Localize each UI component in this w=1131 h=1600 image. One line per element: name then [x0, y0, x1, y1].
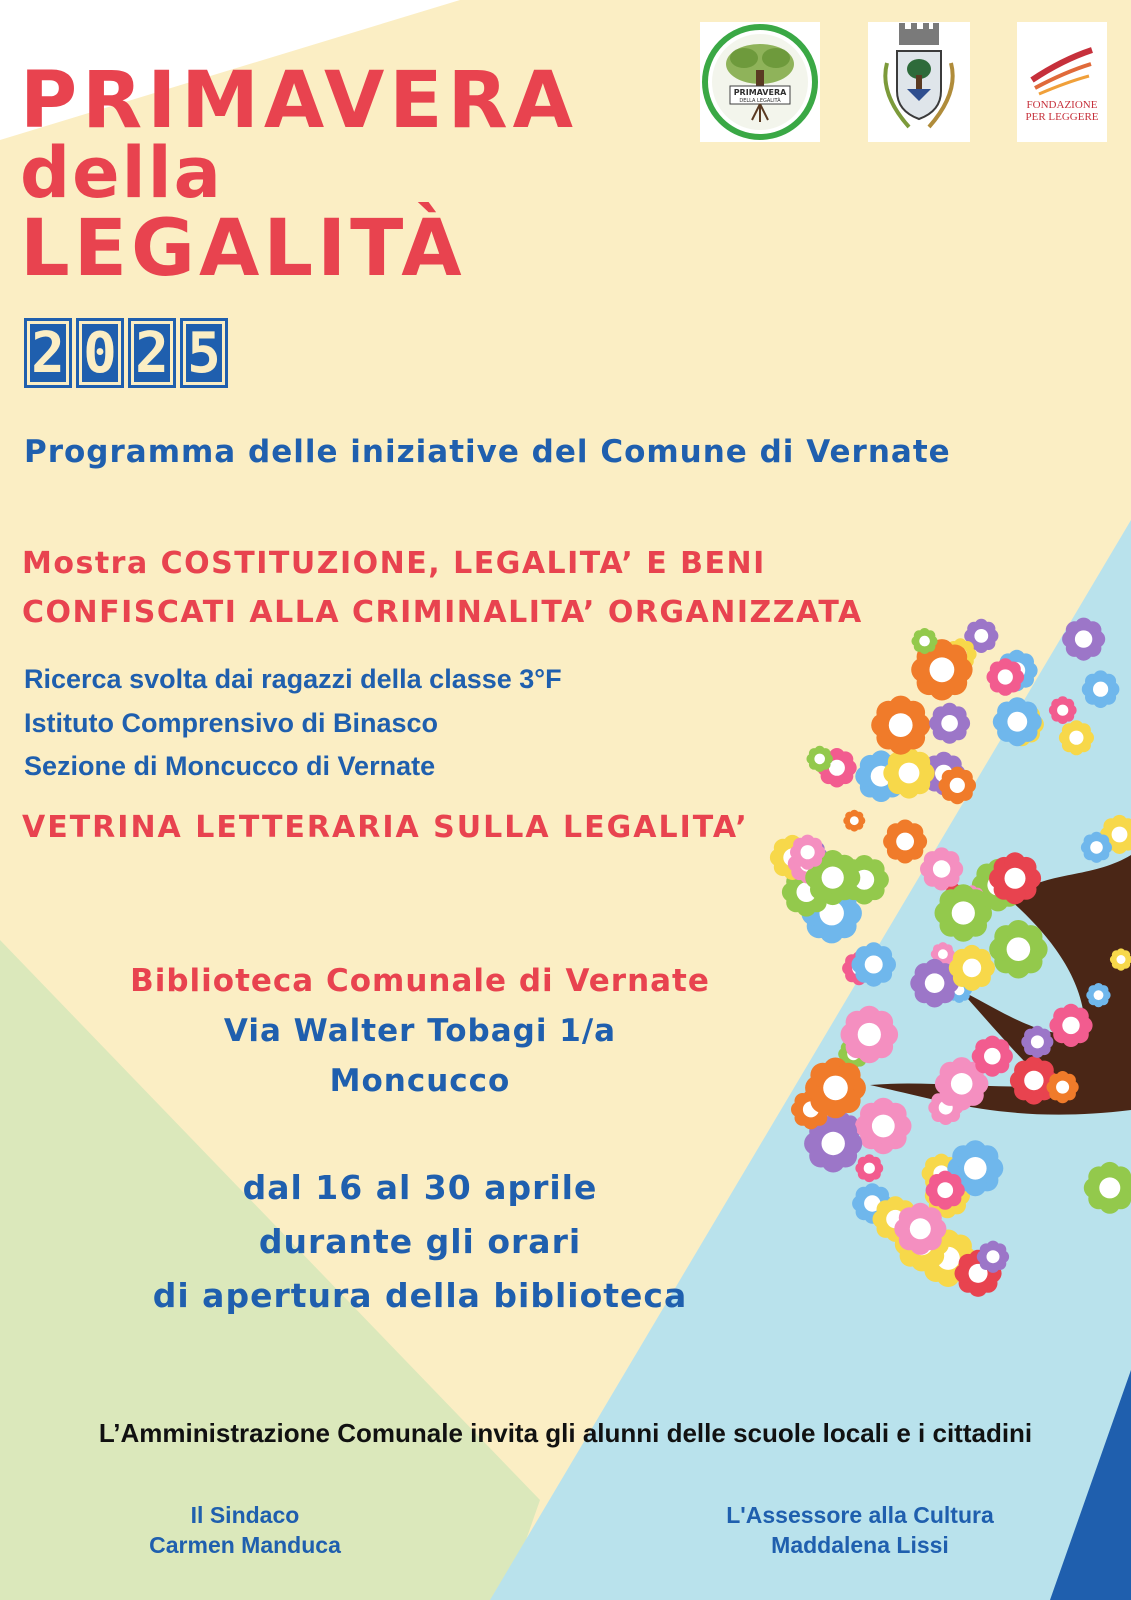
flower-decoration [1059, 720, 1094, 755]
councillor-name: Maddalena Lissi [771, 1532, 949, 1558]
flower-decoration [883, 747, 934, 798]
svg-text:PRIMAVERA: PRIMAVERA [733, 88, 787, 97]
literary-showcase-title: VETRINA LETTERARIA SULLA LEGALITA’ [22, 810, 749, 845]
exhibition-title-line1: Mostra COSTITUZIONE, LEGALITA’ E BENI [22, 546, 766, 581]
tree-logo-icon [702, 24, 818, 140]
venue-address: Via Walter Tobagi 1/a [223, 1013, 617, 1049]
flower-decoration [807, 746, 833, 772]
mayor-role: Il Sindaco [190, 1502, 300, 1528]
research-line1: Ricerca svolta dai ragazzi della classe 3°F [24, 664, 562, 694]
coat-of-arms-icon [869, 23, 969, 141]
program-heading: Programma delle iniziative del Comune di Vernate [24, 434, 951, 470]
flower-decoration [855, 1154, 883, 1182]
flower-decoration [935, 884, 993, 942]
flower-decoration [926, 1171, 965, 1210]
flower-decoration [805, 1058, 866, 1119]
flower-decoration [1049, 696, 1077, 724]
flower-decoration [912, 628, 938, 654]
flower-decoration [1081, 832, 1112, 863]
flower-decoration [790, 835, 825, 870]
title-primavera: PRIMAVERA [20, 56, 579, 146]
fondazione-line2: PER LEGGERE [1025, 110, 1099, 123]
year-digit: 2 [128, 318, 176, 388]
flower-decoration [1047, 1071, 1079, 1103]
research-line3: Sezione di Moncucco di Vernate [24, 751, 436, 781]
research-line2: Istituto Comprensivo di Binasco [24, 708, 439, 738]
flower-decoration [989, 852, 1041, 904]
flower-decoration [977, 1241, 1009, 1273]
vernate-coat-of-arms [868, 22, 970, 142]
title-della: della [20, 132, 223, 214]
title-legalita: LEGALITÀ [20, 204, 466, 294]
dates-line2: durante gli orari [258, 1222, 582, 1261]
exhibition-title-line2: CONFISCATI ALLA CRIMINALITA’ ORGANIZZATA [22, 595, 863, 630]
flower-decoration [929, 703, 970, 744]
flower-decoration [939, 767, 977, 805]
venue-locality: Moncucco [329, 1063, 511, 1099]
year-digit: 2 [24, 318, 72, 388]
councillor-role: L'Assessore alla Cultura [726, 1502, 994, 1528]
flower-decoration [987, 658, 1025, 696]
flower-decoration [993, 697, 1042, 746]
venue-name: Biblioteca Comunale di Vernate [130, 963, 710, 999]
flower-decoration [920, 847, 963, 890]
flower-decoration [883, 820, 927, 864]
flower-decoration [972, 1036, 1013, 1077]
flower-decoration [1021, 1026, 1053, 1058]
mayor-name: Carmen Manduca [149, 1532, 341, 1558]
flower-decoration [871, 696, 930, 755]
mayor-signature [95, 1500, 395, 1560]
primavera-legalita-logo [700, 22, 820, 142]
dates-line1: dal 16 al 30 aprile [242, 1168, 598, 1207]
flower-decoration [1062, 618, 1105, 661]
year-digit: 5 [180, 318, 228, 388]
flower-decoration [852, 942, 897, 987]
invitation-text: L’Amministrazione Comunale invita gli alunni delle scuole locali e i cittadini [98, 1418, 1033, 1448]
dates-line3: di apertura della biblioteca [152, 1276, 688, 1315]
flower-decoration [1049, 1004, 1092, 1047]
year-digit: 0 [76, 318, 124, 388]
flower-decoration [1082, 670, 1120, 708]
flower-decoration [855, 1098, 911, 1155]
flower-decoration [843, 810, 865, 832]
fondazione-line1: FONDAZIONE [1026, 99, 1098, 111]
flower-decoration [989, 920, 1047, 979]
fondazione-swoosh-icon [1027, 40, 1097, 100]
flower-decoration [894, 1203, 946, 1255]
flower-decoration [949, 945, 995, 991]
fondazione-wordmark [1017, 100, 1107, 123]
svg-text:DELLA LEGALITÀ: DELLA LEGALITÀ [739, 98, 781, 104]
flower-decoration [841, 1006, 899, 1064]
fondazione-per-leggere-logo [1017, 22, 1107, 142]
councillor-signature [680, 1500, 1040, 1560]
flower-decoration [1086, 983, 1110, 1007]
year-badge [24, 318, 228, 388]
